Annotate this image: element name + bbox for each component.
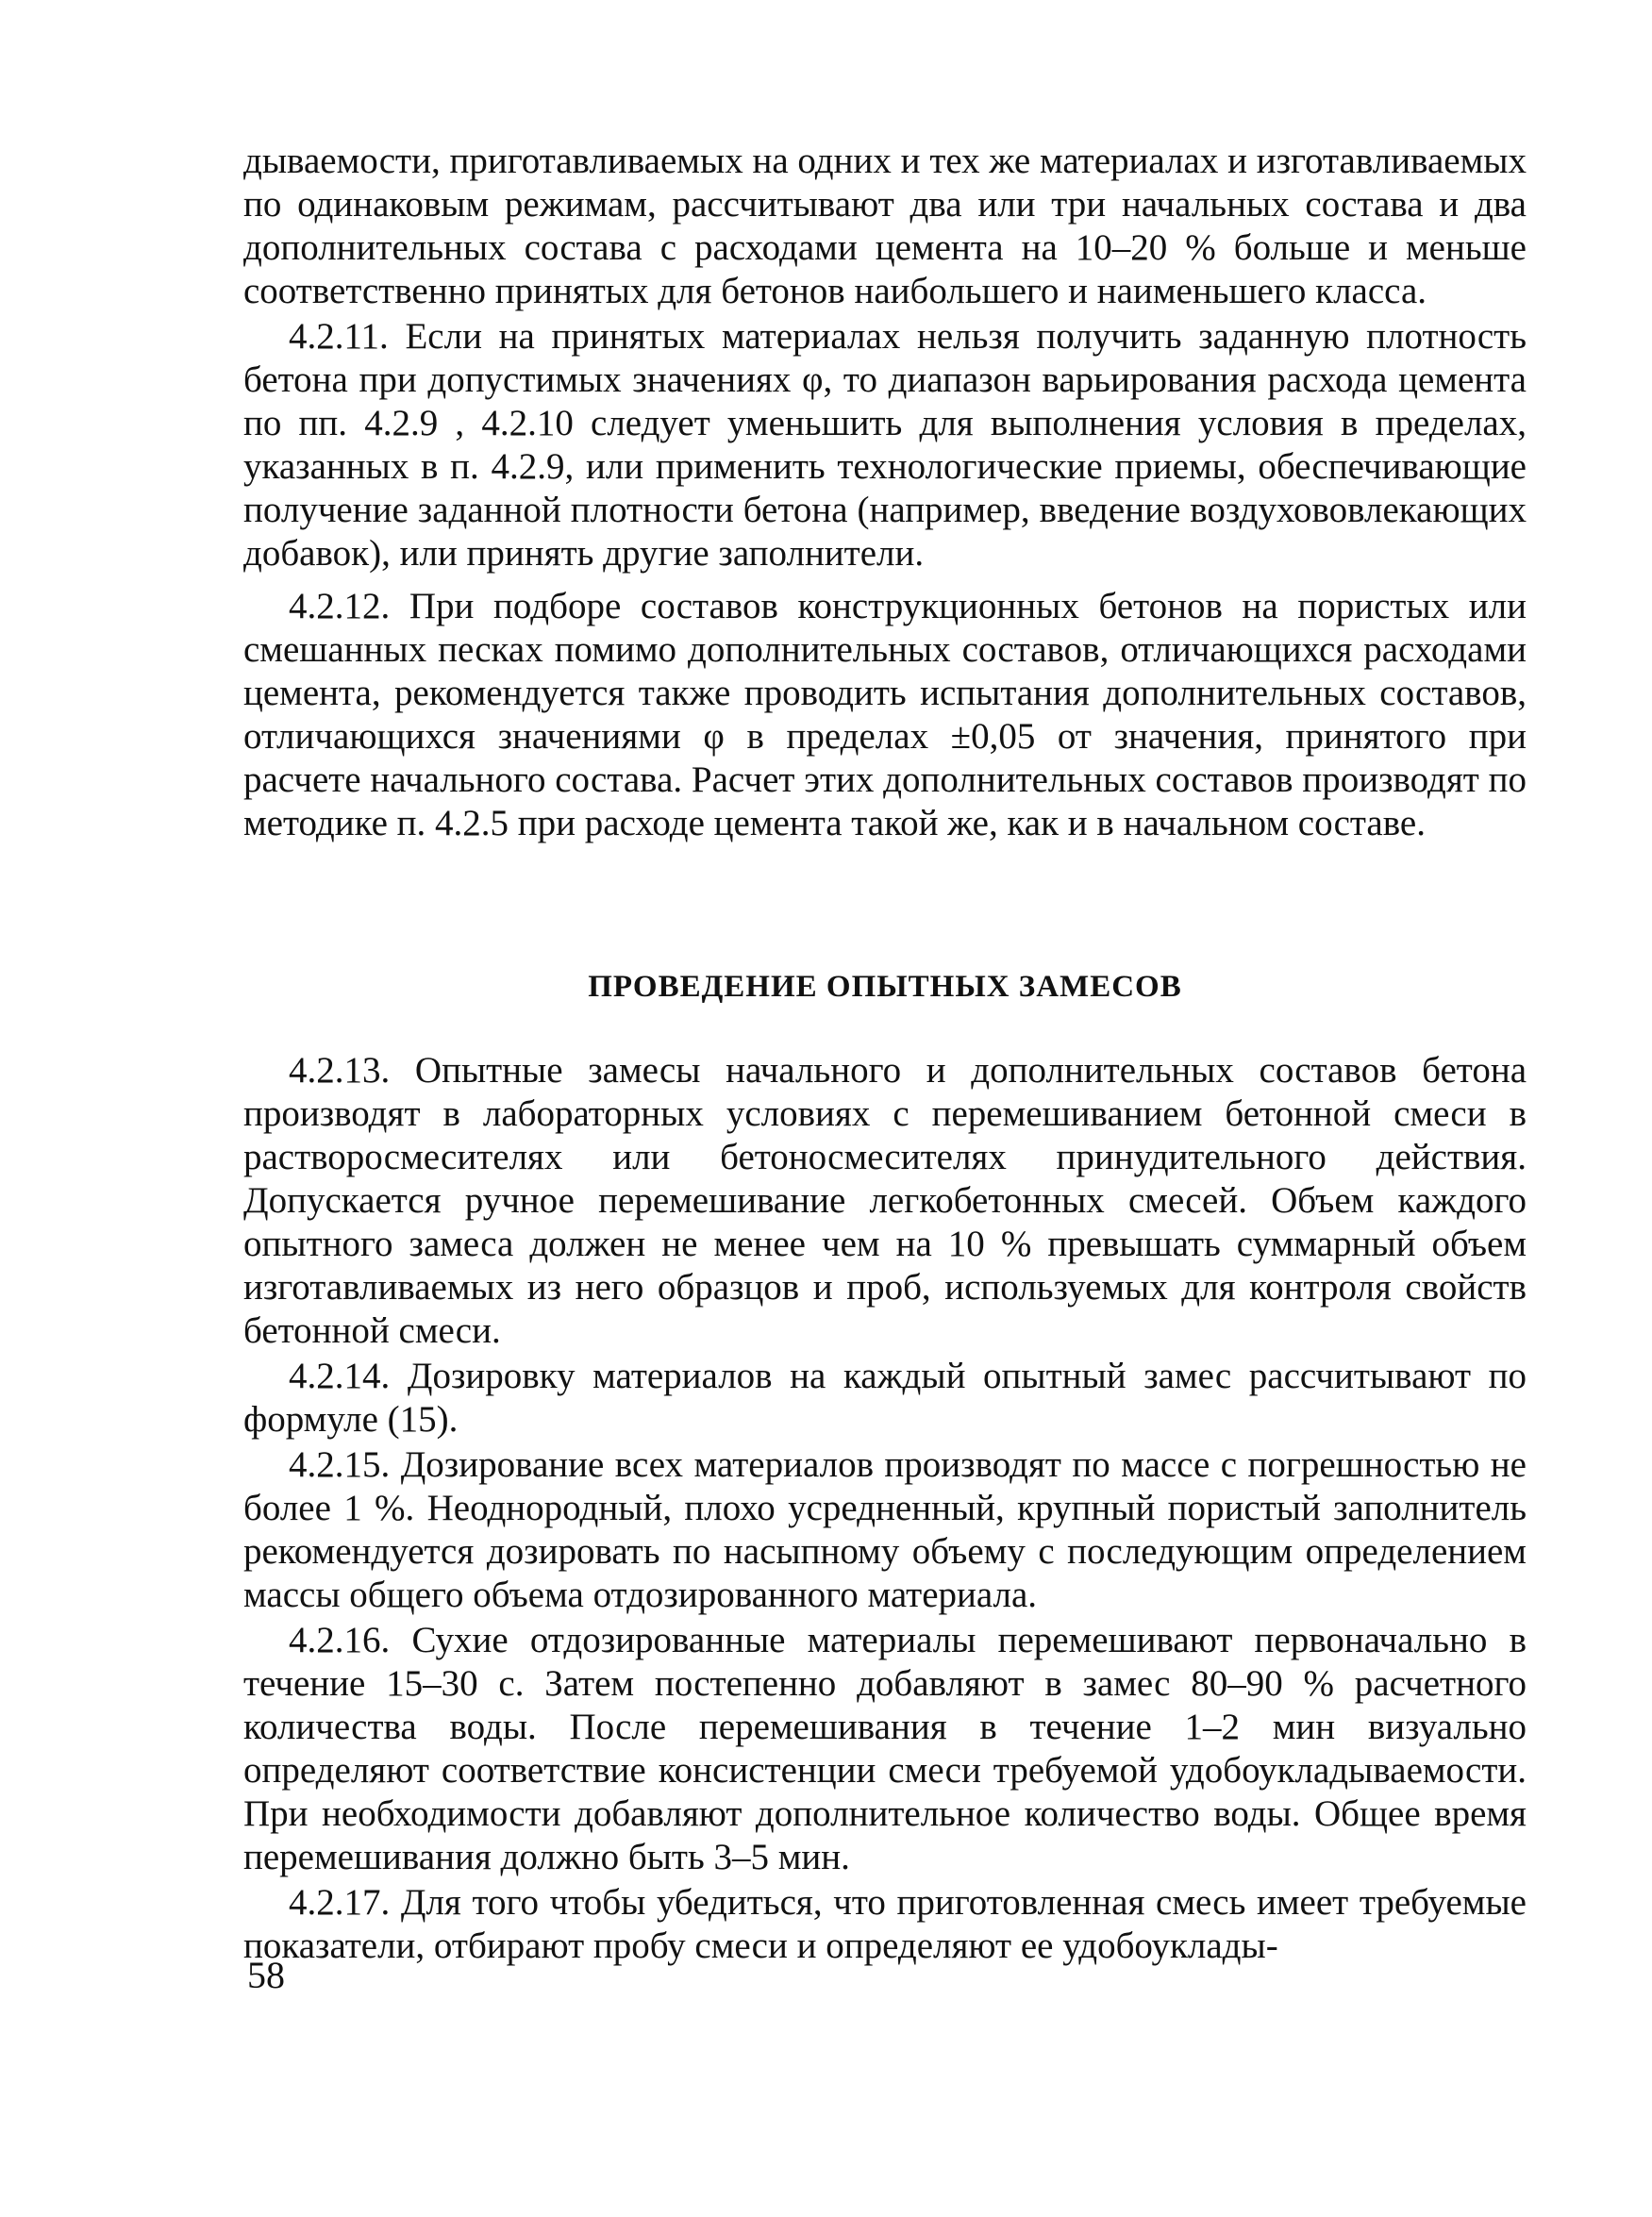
page-number: 58 [247,1954,285,1996]
body-text-bottom [243,1049,1527,1968]
section-heading: ПРОВЕДЕНИЕ ОПЫТНЫХ ЗАМЕСОВ [588,970,1182,1004]
paragraph-4-2-17: 4.2.17. Для того чтобы убедиться, что приготовленная смесь имеет требуемые показатели, отбирают пробу смеси и определяют ее удобоуклады- [243,1882,1527,1966]
paragraph-continuation: дываемости, приготавливаемых на одних и тех же материалах и изготавливаемых по одинаковым режимам, рассчитывают два или три начальных состава и два дополнительных состава с расходами цемента на 10–20 % больше и меньше соответственно принятых для бетонов наибольшего и наименьшего класса. [243,141,1527,311]
body-text-top [243,140,1527,845]
paragraph-4-2-11: 4.2.11. Если на принятых материалах нельзя получить заданную плотность бетона при допустимых значениях φ, то диапазон варьирования расхода цемента по пп. 4.2.9 , 4.2.10 следует уменьшить для выполнения условия в пределах, указанных в п. 4.2.9, или применить технологические приемы, обеспечивающие получение заданной плотности бетона (например, введение воздухововлекающих добавок), или принять другие заполнители. [243,316,1527,574]
paragraph-4-2-15: 4.2.15. Дозирование всех материалов производят по массе с погрешностью не более 1 %. Неоднородный, плохо усредненный, крупный пористый заполнитель рекомендуется дозировать по насыпному объему с последующим определением массы общего объема отдозированного материала. [243,1444,1527,1615]
paragraph-4-2-13: 4.2.13. Опытные замесы начального и дополнительных составов бетона производят в лабораторных условиях с перемешиванием бетонной смеси в растворосмесителях или бетоносмесителях принудительного действия. Допускается ручное перемешивание легкобетонных смесей. Объем каждого опытного замеса должен не менее чем на 10 % превышать суммарный объем изготавливаемых из него образцов и проб, используемых для контроля свойств бетонной смеси. [243,1050,1527,1351]
paragraph-4-2-16: 4.2.16. Сухие отдозированные материалы перемешивают первоначально в течение 15–30 с. Затем постепенно добавляют в замес 80–90 % расчетного количества воды. После перемешивания в течение 1–2 мин визуально определяют соответствие консистенции смеси требуемой удобоукладываемости. При необходимости добавляют дополнительное количество воды. Общее время перемешивания должно быть 3–5 мин. [243,1620,1527,1877]
paragraph-4-2-14: 4.2.14. Дозировку материалов на каждый опытный замес рассчитывают по формуле (15). [243,1356,1527,1440]
paragraph-4-2-12: 4.2.12. При подборе составов конструкционных бетонов на пористых или смешанных песках помимо дополнительных составов, отличающихся расходами цемента, рекомендуется также проводить испытания дополнительных составов, отличающихся значениями φ в пределах ±0,05 от значения, принятого при расчете начального состава. Расчет этих дополнительных составов производят по методике п. 4.2.5 при расходе цемента такой же, как и в начальном составе. [243,586,1527,843]
